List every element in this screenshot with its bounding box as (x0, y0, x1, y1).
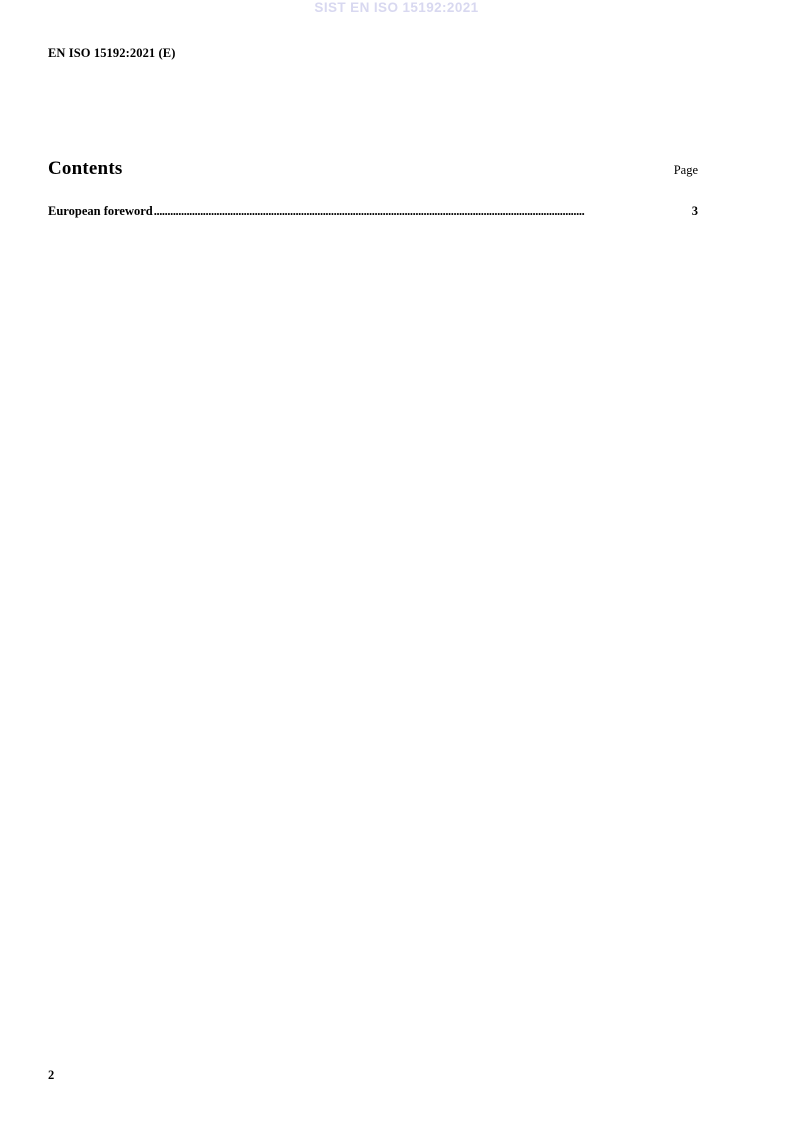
table-of-contents (48, 202, 698, 220)
toc-entry[interactable] (48, 202, 698, 220)
page-number: 2 (48, 1068, 55, 1082)
contents-title: Contents (48, 158, 123, 179)
toc-entry-page: 3 (691, 204, 698, 218)
contents-page-column-label: Page (673, 163, 698, 177)
contents-heading-row (48, 158, 698, 180)
document-standard-reference: EN ISO 15192:2021 (E) (48, 46, 176, 60)
toc-entry-leader: .............................................................................................................................................................. (153, 204, 585, 218)
watermark-text: SIST EN ISO 15192:2021 (314, 0, 479, 15)
toc-entry-label: European foreword (48, 204, 153, 218)
